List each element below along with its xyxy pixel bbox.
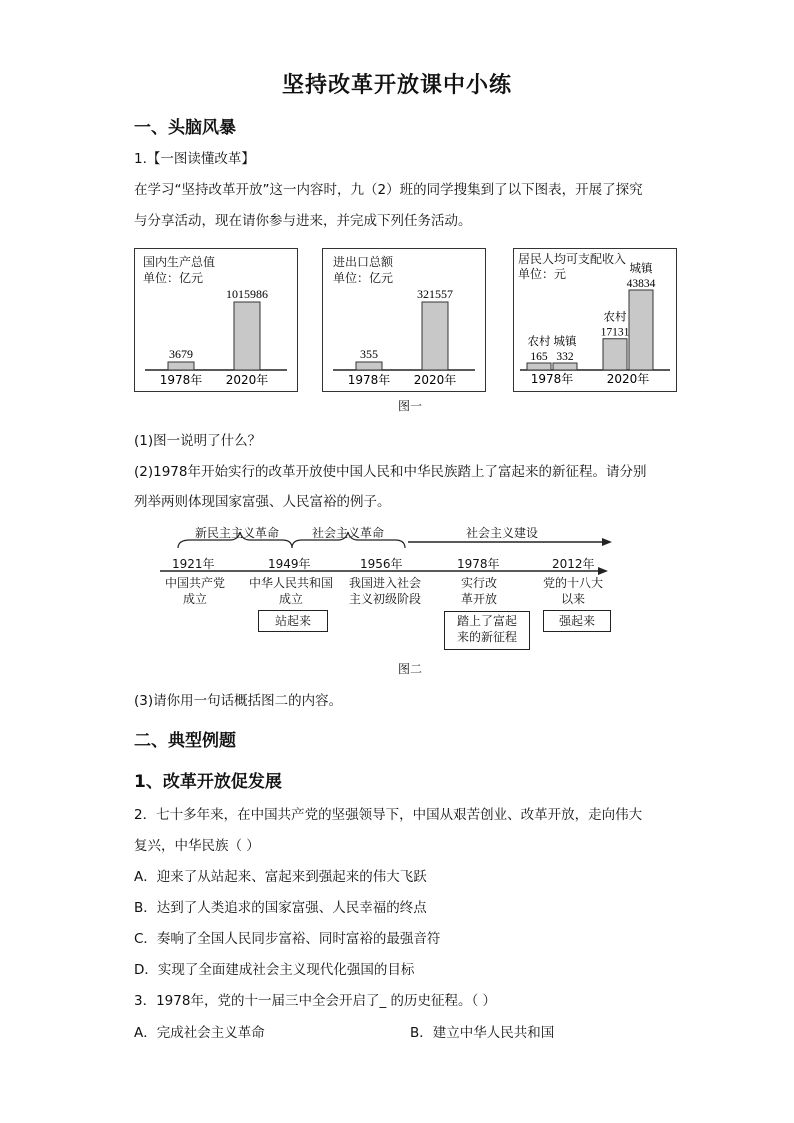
period-label: 新民主主义革命 xyxy=(195,526,280,540)
option-b: B．达到了人类追求的国家富强、人民幸福的终点 xyxy=(134,900,427,916)
timeline-year: 1949年 xyxy=(268,557,311,571)
bar xyxy=(603,339,627,370)
period-label: 社会主义建设 xyxy=(466,526,539,540)
chart-title: 居民人均可支配收入 xyxy=(518,252,627,266)
timeline-event: 实行改 革开放 xyxy=(460,576,497,606)
trade-chart xyxy=(322,248,486,392)
tick-label: 1978年 xyxy=(347,373,391,387)
bar xyxy=(422,302,448,370)
question-stem: 3．1978年，党的十一届三中全会开启了_ 的历史征程。（ ） xyxy=(134,993,497,1009)
sub-question: (1)图一说明了什么？ xyxy=(134,433,262,449)
timeline-event: 党的十八大 以来 xyxy=(542,576,603,606)
sub-question: 列举两则体现国家富强、人民富裕的例子。 xyxy=(134,494,391,510)
timeline-event: 中华人民共和国 成立 xyxy=(248,576,333,606)
bar xyxy=(234,302,260,370)
tick-label: 2020年 xyxy=(606,372,650,386)
intro-text: 与分享活动，现在请你参与进来，并完成下列任务活动。 xyxy=(134,213,472,229)
data-label: 17131 xyxy=(600,326,630,339)
timeline-event: 我国进入社会 主义初级阶段 xyxy=(348,576,421,606)
grow-strong-box: 强起来 xyxy=(543,610,611,632)
option-b: B．建立中华人民共和国 xyxy=(410,1025,555,1041)
timeline-year: 1921年 xyxy=(172,557,215,571)
chart-title: 进出口总额 xyxy=(333,255,394,269)
figure-caption: 图一 xyxy=(398,399,423,413)
gdp-chart xyxy=(134,248,298,392)
data-label: 1015986 xyxy=(226,287,268,301)
series-label: 农村 xyxy=(527,334,551,348)
timeline-year: 2012年 xyxy=(552,557,595,571)
data-label: 332 xyxy=(556,351,574,363)
series-label: 城镇 xyxy=(629,261,653,275)
question-label: 1.【一图读懂改革】 xyxy=(134,151,255,167)
data-label: 321557 xyxy=(417,287,453,301)
question-stem: 复兴，中华民族（ ） xyxy=(134,838,260,854)
option-a: A．迎来了从站起来、富起来到强起来的伟大飞跃 xyxy=(134,869,427,885)
data-label: 3679 xyxy=(169,347,193,361)
section-heading: 一、头脑风暴 xyxy=(134,118,236,138)
sub-question: (2)1978年开始实行的改革开放使中国人民和中华民族踏上了富起来的新征程。请分别 xyxy=(134,464,647,480)
income-bars xyxy=(514,249,676,391)
bar xyxy=(168,362,194,370)
gdp-bars xyxy=(135,249,297,391)
period-label: 社会主义革命 xyxy=(312,526,385,540)
timeline-year: 1978年 xyxy=(457,557,500,571)
bar xyxy=(553,363,577,370)
chart-unit: 单位：亿元 xyxy=(143,271,204,285)
timeline-year: 1956年 xyxy=(360,557,403,571)
bar xyxy=(629,290,653,370)
tick-label: 1978年 xyxy=(530,372,574,386)
tick-label: 2020年 xyxy=(225,373,269,387)
question-stem: 2．七十多年来，在中国共产党的坚强领导下，中国从艰苦创业、改革开放，走向伟大 xyxy=(134,807,643,823)
option-d: D．实现了全面建成社会主义现代化强国的目标 xyxy=(134,962,415,978)
option-c: C．奏响了全国人民同步富裕、同时富裕的最强音符 xyxy=(134,931,441,947)
tick-label: 2020年 xyxy=(413,373,457,387)
trade-bars xyxy=(323,249,485,391)
option-a: A．完成社会主义革命 xyxy=(134,1025,265,1041)
timeline-event: 中国共产党 成立 xyxy=(164,576,225,606)
bar xyxy=(527,363,551,370)
series-label: 农村 xyxy=(603,309,627,324)
income-chart xyxy=(513,248,677,392)
data-label: 355 xyxy=(360,347,378,361)
sub-question: (3)请你用一句话概括图二的内容。 xyxy=(134,693,343,709)
figure-caption: 图二 xyxy=(398,662,423,676)
get-rich-box: 踏上了富起 来的新征程 xyxy=(444,611,530,650)
section-heading: 二、典型例题 xyxy=(134,731,236,751)
intro-text: 在学习“坚持改革开放”这一内容时，九（2）班的同学搜集到了以下图表，开展了探究 xyxy=(134,182,643,198)
bar xyxy=(356,362,382,370)
chart-title: 国内生产总值 xyxy=(143,255,216,269)
chart-unit: 单位：亿元 xyxy=(333,271,394,285)
data-label: 43834 xyxy=(626,278,656,290)
timeline-figure xyxy=(150,518,630,653)
tick-label: 1978年 xyxy=(159,373,203,387)
series-label: 城镇 xyxy=(553,334,577,348)
sub-heading: 1、改革开放促发展 xyxy=(134,772,282,792)
chart-unit: 单位：元 xyxy=(518,267,567,281)
data-label: 165 xyxy=(530,351,548,363)
stand-up-box: 站起来 xyxy=(258,610,328,632)
page-title: 坚持改革开放课中小练 xyxy=(281,73,512,98)
